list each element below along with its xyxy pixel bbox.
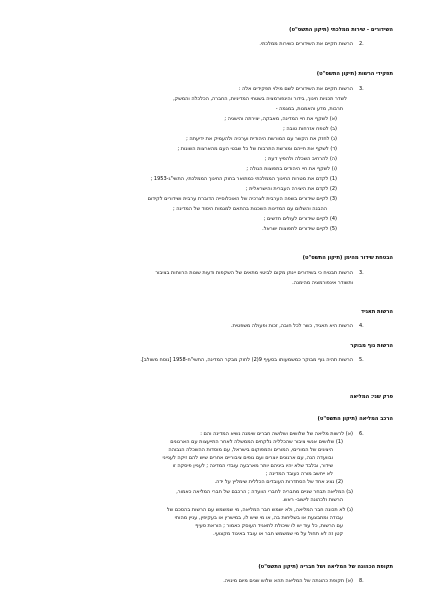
clause-line: (ב) המליאה תבחר שניים מחבריה לחברי הוועדה ; הרכבם של חברי המליאה כאמור, — [176, 489, 353, 495]
clause-line: (5) לקיים שידורים לתפוצות ישראל. — [262, 226, 337, 232]
clause-number: 8. — [359, 578, 364, 584]
clause-line: (א) לשקף את חיי המדינה, מאבקה, יצירתה והישגיה ; — [224, 116, 337, 122]
section-heading: הרשות גוף מבוקר — [350, 343, 393, 349]
clause-line: (2) לקדם את היצירה העברית והישראלית ; — [245, 186, 337, 192]
section-heading: תקופת הכהונה של המליאה ושל חבריה (תיקון התשס"ט) — [258, 564, 393, 570]
clause-line: ובוועדה הנה, עם ארגונים יוצרים ועם גופים ציבוריים אחרים שיש להם זיקה לענייני — [162, 455, 333, 461]
clause-number: 6. — [359, 431, 364, 437]
clause-line: ותשודר אינפורמציה מהימנה. — [292, 280, 353, 286]
clause-line: (ד) לשקף את חייהם ומורשת התרבות של כל שבטי העם מהארצות השונות ; — [177, 146, 337, 152]
clause-line: (3) לקיים שידורים בשפה הערבית לצרכיה של האוכלוסייה הדוברת ערבית ושידורים לקידום — [147, 196, 337, 202]
clause-line: ההבנה והשלום עם המדינות השכנות בהתאם למגמות היסוד של המדינה ; — [172, 206, 327, 212]
clause-line: עבודה ומתבצעת או בשליחות בה, או מי שיש לו, במישרין או בעקיפין, עניין מהותי — [174, 515, 343, 521]
clause-text: הרשות היא תאגיד, כשר לכל חובה, זכות ופעולה משפטית. — [231, 323, 353, 329]
clause-line: הרשות ולכהונה לישוב- ראש. — [282, 497, 343, 503]
clause-number: 3. — [359, 270, 364, 276]
clause-number: 2. — [359, 41, 364, 47]
clause-line: (ו) לשקף את חיי היהודים בתפוצות הגולה ; — [246, 166, 337, 172]
clause-line: קטן זה לא תחול על מי שמשמש חבר או עובד באיגוד מקצועי. — [213, 531, 343, 537]
clause-line: (ג) לא תכונה חבר המליאה, ולא ישמש חבר המליאה, מי שמשמש עם הרשות בהסכם של — [166, 507, 353, 513]
clause-text: הרשות תקיים את השידורים כשירות ממלכתי. — [259, 41, 353, 47]
clause-line: שידור, ובלבד שלא יהיו ביניהם יותר מארבעה עובדי המדינה ; לעניין פיסקה זו — [172, 463, 333, 469]
clause-number: 3. — [359, 86, 364, 92]
clause-line: (1) לקדם את מטרות החינוך הממלכתי כמתואר בחוק החינוך הממלכתי, התשי"ג-1953 ; — [150, 176, 337, 182]
clause-line: הרשות תבטיח כי בשידורים יינתן מקום לביטוי מתאים של השקפות ודעות שונות הרווחות בציבור — [155, 270, 353, 276]
clause-line: (2) נציג אחד של הסתדרות העובדים הכללית שימליץ על ידה. — [214, 479, 343, 485]
section-heading: תפקידי הרשות (תיקון התשס"ט) — [316, 71, 393, 77]
section-heading: הרשות תאגיד — [361, 309, 393, 315]
section-heading: הרכב המליאה (תיקון התשס"ט) — [317, 416, 393, 422]
clause-line: לשדר תכניות חינוך, בידור והינפורמציה בשטחי המדיניות, החברה, הכלכלה והמשק, — [173, 96, 347, 102]
chapter-heading: פרק שני: המליאה — [349, 394, 393, 400]
clause-number: 4. — [359, 323, 364, 329]
section-heading: הבטחת שידור מהימן (תיקון התשס"ט) — [302, 255, 393, 261]
clause-line: (ב) לטפח אזרחות טובה ; — [283, 126, 337, 132]
clause-line: (4) לקיים שידורים לעולים חדשים ; — [263, 216, 337, 222]
clause-text: הרשות תהיה גוף מבוקר כמשמעותו בסעיף 9(2) לחוק מבקר המדינה, התשי"ח-1958 [נוסח משולב]. — [140, 357, 353, 363]
clause-line: (ה) להרחיב השכלה ולהפיץ דעת ; — [264, 156, 337, 162]
clause-line: (ג) לחזק את הקשר עם המורשת היהודית וערכיה ולהעמיק את ידיעתה ; — [186, 136, 337, 142]
clause-number: 5. — [359, 357, 364, 363]
clause-line: היציגים של המוריםי, המורים והמפוקום בישראל, עם מוסדות ההשכלה הגבוהה — [168, 447, 333, 453]
clause-line: לא ייחשב מורה כעובד המדינה ; — [265, 471, 333, 477]
section-heading: השידורים - שירות ממלכתי (תיקון התשס"ט) — [289, 27, 393, 33]
clause-line: עם הרשות, כל עוד יש לו שיכולת לתאגיד העוסק כאמור ; הוראת סעיף — [195, 523, 343, 529]
clause-text: (א) תקופת כהונתה של המליאה תהא שלוש שנים מיום מינויה. — [223, 578, 353, 584]
clause-line: (א) לרשות מליאה של שלושים ושלושה חברים שימנה נשיא המדינה והם : — [200, 431, 353, 437]
clause-line: (1) שלושים אנשי ציבור שהכלליה נלקחים הממשלה לאחר התייעצות עם הארגונים — [170, 439, 343, 445]
clause-line: הרשות תקיים את השידורים לשם מילוי תפקידים אלה : — [238, 86, 353, 92]
clause-line: תרבות, מדע והאמנות, במגמה - — [275, 106, 343, 112]
